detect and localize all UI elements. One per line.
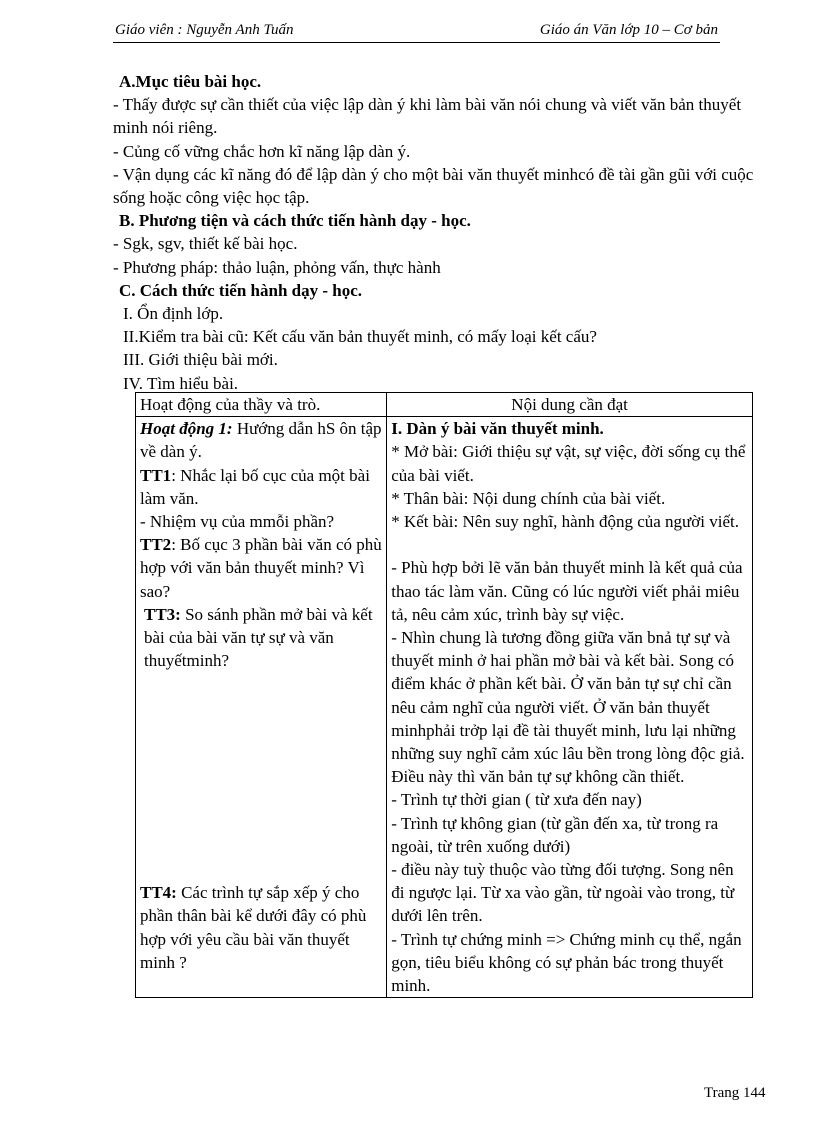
order-object: - điều này tuỳ thuộc vào từng đối tượng. Song nên đi ngược lại. Từ xa vào gần, từ ngoài vào trong, từ dưới lên trên. (391, 860, 735, 926)
table-row (136, 417, 753, 998)
activity-1-label: Hoạt động 1: (140, 419, 233, 439)
tt2 (140, 533, 382, 603)
page-number: Trang 144 (704, 1085, 766, 1101)
activity-1 (140, 417, 382, 463)
compare-text: - Nhìn chung là tương đồng giữa văn bnả tự sự và thuyết minh ở hai phần mở bài và kết bài. Song có điểm khác ở phần kết bài. Ở văn bản tự sự chỉ cần nêu cảm nghĩ của người viết. Ở văn bản thuyết minhphải trởp lại đề tài thuyết minh, lưu lại những những suy nghĩ cảm xúc lâu bền trong lòng độc giả. Điều này thì văn bản tự sự không cần thiết. (391, 628, 745, 787)
lesson-table (135, 392, 753, 998)
order-proof: - Trình tự chứng minh => Chứng minh cụ thể, ngắn gọn, tiêu biểu không có sự phản bác trong thuyết minh. (391, 929, 742, 996)
means-title: B. Phương tiện và cách thức tiến hành dạy - học. (119, 211, 471, 231)
spacer (140, 672, 382, 881)
process-step: I. Ổn định lớp. (123, 304, 224, 324)
tt4 (140, 881, 382, 974)
body-text: * Thân bài: Nội dung chính của bài viết. (391, 488, 666, 508)
order-time: - Trình tự thời gian ( từ xưa đến nay) (391, 790, 642, 810)
question-parts: - Nhiệm vụ của mmỗi phần? (140, 512, 335, 532)
tt3-text: So sánh phần mở bài và kết bài của bài văn tự sự và văn thuyếtminh? (144, 604, 373, 671)
process-step: III. Giới thiệu bài mới. (123, 350, 278, 370)
objectives-title: A.Mục tiêu bài học. (119, 72, 262, 91)
fit-text: - Phù hợp bởi lẽ văn bản thuyết minh là kết quả của thao tác làm văn. Cũng có lúc người viết phải miêu tả, nêu cảm xúc, trình bày sự việc. (391, 558, 743, 624)
tt1 (140, 464, 382, 510)
objective-item: - Củng cố vững chắc hơn kĩ năng lập dàn ý. (113, 141, 411, 161)
content-cell (387, 417, 753, 998)
conclusion-text: * Kết bài: Nên suy nghĩ, hành động của người viết. (391, 512, 739, 532)
page-header (113, 20, 720, 43)
tt3 (140, 603, 382, 673)
section-title: I. Dàn ý bài văn thuyết minh. (391, 419, 604, 439)
tt4-text: Các trình tự sắp xếp ý cho phần thân bài kể dưới đây có phù hợp với yêu cầu bài văn thuyết minh ? (140, 883, 367, 972)
tt2-text: : Bố cục 3 phần bài văn có phù hợp với văn bản thuyết minh? Vì sao? (140, 535, 382, 601)
process-step: II.Kiểm tra bài cũ: Kết cấu văn bản thuyết minh, có mấy loại kết cấu? (123, 327, 597, 347)
col-content-header: Nội dung cần đạt (387, 393, 753, 417)
activity-cell (136, 417, 387, 998)
objective-item: - Thấy được sự cần thiết của việc lập dàn ý khi làm bài văn nói chung và viết văn bản thuyết minh nói riêng. (113, 95, 742, 138)
means-item: - Phương pháp: thảo luận, phỏng vấn, thực hành (113, 257, 441, 277)
process-title: C. Cách thức tiến hành dạy - học. (119, 280, 363, 300)
teacher-name: Giáo viên : Nguyễn Anh Tuấn (115, 22, 294, 38)
process-step: IV. Tìm hiểu bài. (123, 373, 239, 393)
objective-item: - Vận dụng các kĩ năng đó để lập dàn ý cho một bài văn thuyết minhcó đề tài gần gũi với cuộc sống hoặc công việc học tập. (113, 164, 754, 208)
spacer (391, 533, 748, 556)
table-header-row (136, 393, 753, 417)
tt2-label: TT2 (140, 535, 172, 555)
lesson-content (113, 70, 763, 395)
col-activity-header: Hoạt động của thầy và trò. (136, 393, 387, 417)
tt1-text: : Nhắc lại bố cục của một bài làm văn. (140, 465, 370, 508)
subject-title: Giáo án Văn lớp 10 – Cơ bản (539, 22, 718, 38)
means-item: - Sgk, sgv, thiết kế bài học. (113, 234, 298, 254)
tt3-label: TT3: (144, 604, 181, 624)
order-space: - Trình tự không gian (từ gần đến xa, từ trong ra ngoài, từ trên xuống dưới) (391, 813, 719, 856)
activity-1-text: Hướng dẫn hS ôn tập về dàn ý. (140, 419, 382, 462)
tt4-label: TT4: (140, 883, 177, 903)
tt1-label: TT1 (140, 465, 172, 485)
intro-text: * Mở bài: Giới thiệu sự vật, sự việc, đời sống cụ thể của bài viết. (391, 442, 746, 485)
